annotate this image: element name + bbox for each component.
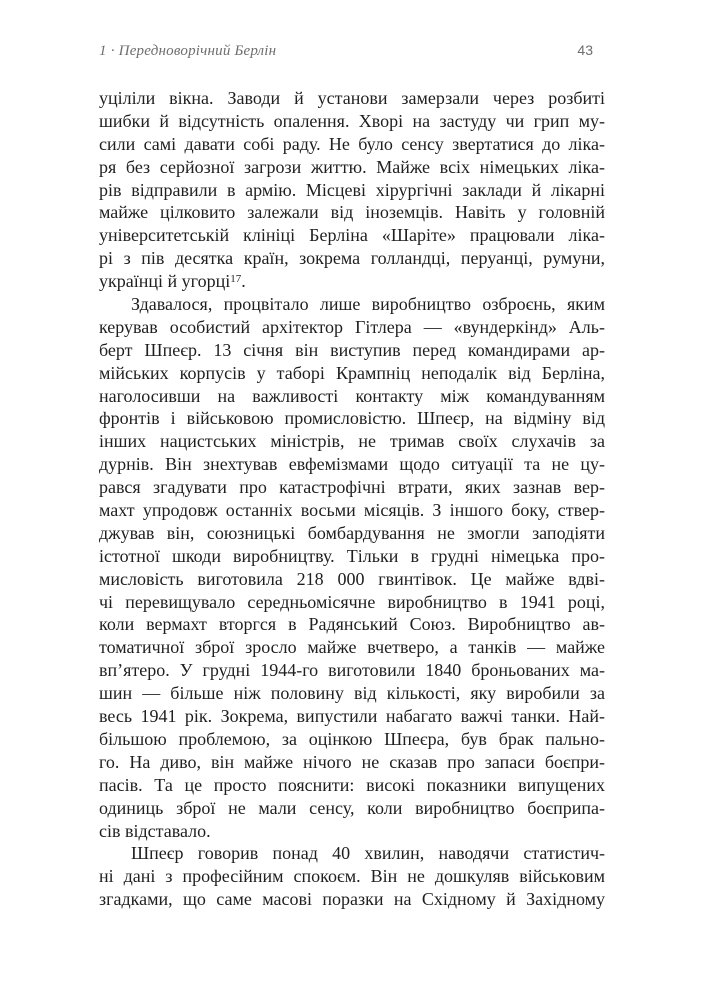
text-line: українці й угорці$^{17}$.: [99, 271, 246, 292]
chapter-title: Передноворічний Берлін: [118, 43, 277, 59]
text-line: шибки й відсутність опалення. Хворі на застуду чи грип му-: [99, 110, 605, 131]
running-head: [99, 42, 593, 60]
text-line: вп’ятеро. У грудні 1944-го виготовили 1840 броньованих ма-: [99, 660, 605, 681]
text-line: уціліли вікна. Заводи й установи замерзали через розбиті: [99, 88, 605, 108]
text-line: мисловість виготовила 218 000 гвинтівок. Це майже вдві-: [99, 568, 605, 589]
text-line: берт Шпеєр. 13 січня він виступив перед командирами ар-: [99, 339, 605, 360]
text-line: істотної шкоди виробництву. Тільки в грудні німецька про-: [99, 545, 605, 566]
footnote-reference: 17: [230, 273, 242, 286]
text-line: го. На диво, він майже нічого не сказав про запаси боєпри-: [99, 751, 605, 772]
running-head-title: [99, 43, 276, 60]
text-line: коли вермахт вторгся в Радянський Союз. Виробництво ав-: [99, 614, 605, 635]
text-line: майже цілковито залежали від іноземців. Навіть у головній: [99, 202, 605, 223]
text-line: наголосивши на важливості контакту між командуванням: [99, 385, 605, 406]
text-line: керував особистий архітектор Гітлера — «вундеркінд» Аль-: [99, 316, 605, 337]
text-line: університетській клініці Берліна «Шаріте» працювали ліка-: [99, 225, 605, 246]
text-line: джував він, союзницькі бомбардування не змогли заподіяти: [99, 522, 605, 543]
text-line: мійських корпусів у таборі Крампніц неподалік від Берліна,: [99, 362, 605, 383]
page-number: 43: [577, 42, 593, 58]
text-line: фронтів і військовою промисловістю. Шпеєр, на відміну від: [99, 408, 605, 429]
text-line: томатичної зброї зросло майже вчетверо, а танків — майже: [99, 637, 605, 658]
text-line: одиниць зброї не мали сенсу, коли виробництво боєприпа-: [99, 797, 605, 818]
chapter-number: 1: [99, 43, 107, 59]
text-line: дурнів. Він знехтував евфемізмами щодо ситуації та не цу-: [99, 454, 605, 475]
text-line: рі з пів десятка країн, зокрема голландці, перуанці, румуни,: [99, 248, 605, 269]
text-line: інших нацистських міністрів, не тримав своїх слухачів за: [99, 431, 605, 452]
paragraph: [99, 87, 605, 293]
paragraph: [99, 293, 605, 842]
chapter-separator: ·: [110, 43, 115, 59]
text-line: шин — більше ніж половину від кількості, яку виробили за: [99, 683, 605, 704]
text-line: рався згадувати про катастрофічні втрати, яких зазнав вер-: [99, 477, 605, 498]
text-line: махт упродовж останніх восьми місяців. З іншого боку, ствер-: [99, 500, 605, 521]
text-line: Здавалося, процвітало лише виробництво озброєнь, яким: [131, 294, 605, 315]
text-line: ні дані з професійним спокоєм. Він не дошкуляв військовим: [99, 866, 605, 887]
text-line: Шпеєр говорив понад 40 хвилин, наводячи статистич-: [131, 843, 605, 864]
text-line: рів відправили в армію. Місцеві хірургічні заклади й лікарні: [99, 179, 605, 200]
text-line: пасів. Та це просто пояснити: високі показники випущених: [99, 774, 605, 795]
text-block: [99, 87, 605, 911]
paragraph: [99, 842, 605, 911]
text-line: сів відставало.: [99, 820, 211, 841]
text-line: чі перевищувало середньомісячне виробництво в 1941 році,: [99, 591, 605, 612]
text-line: весь 1941 рік. Зокрема, випустили набагато важчі танки. Най-: [99, 706, 605, 727]
text-line: ря без серйозної загрози життю. Майже всіх німецьких ліка-: [99, 156, 605, 177]
text-line: згадками, що саме масові поразки на Східному й Західному: [99, 889, 605, 910]
text-line: більшою проблемою, за оцінкою Шпеєра, був брак пально-: [99, 728, 605, 749]
text-line: сили самі давати собі раду. Не було сенсу звертатися до ліка-: [99, 133, 605, 154]
